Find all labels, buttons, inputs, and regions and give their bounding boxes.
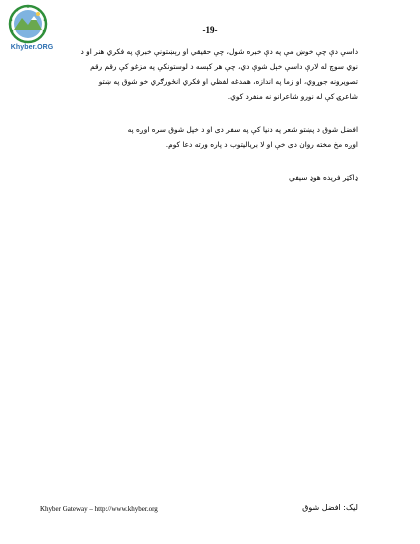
page-footer — [40, 503, 358, 517]
logo-text: Khyber.ORG — [10, 44, 54, 51]
paragraph-line: تصويرونه جوړوي، او زما په اندازه، همدغه لفظي او فکري انځورګري خو شوق په ښتو — [98, 77, 358, 86]
paragraph-2 — [40, 122, 358, 152]
paragraph-line: داسې دې چې خوښ مې په دې خبره شول، چې حقيقي او رېښتونې خبرې په فکري هنر او د — [80, 47, 358, 56]
logo-emblem-icon — [4, 4, 52, 44]
author-signature: ډاکټر فريده هوډ سيفي — [289, 173, 358, 182]
paragraph-line: افضل شوق د پښتو شعر په دنيا کې په سفر دی او د خپل شوق سره اوږه په — [127, 125, 358, 134]
paragraph-spacer — [40, 152, 358, 170]
paragraph-1 — [40, 44, 358, 104]
paragraph-spacer — [40, 104, 358, 122]
page-number: -19- — [202, 25, 218, 35]
paragraph-line: نوي سوچ له لارې داسې خېل شوې دي، چې هر کېسه د لوستونکې په مزغو کې رقم رقم — [90, 62, 358, 71]
footer-author: ليک: افضل شوق — [302, 503, 358, 512]
body-text — [40, 44, 358, 185]
paragraph-line: اوږه مخ مخته روان دی خې او لا برياليتوب د پاره ورته دعا کوم. — [165, 140, 358, 149]
paragraph-line: شاعرۍ کې له نورو شاعرانو نه منفرد کوي. — [227, 92, 358, 101]
footer-source-link[interactable]: Khyber Gateway – http://www.khyber.org — [40, 505, 158, 513]
